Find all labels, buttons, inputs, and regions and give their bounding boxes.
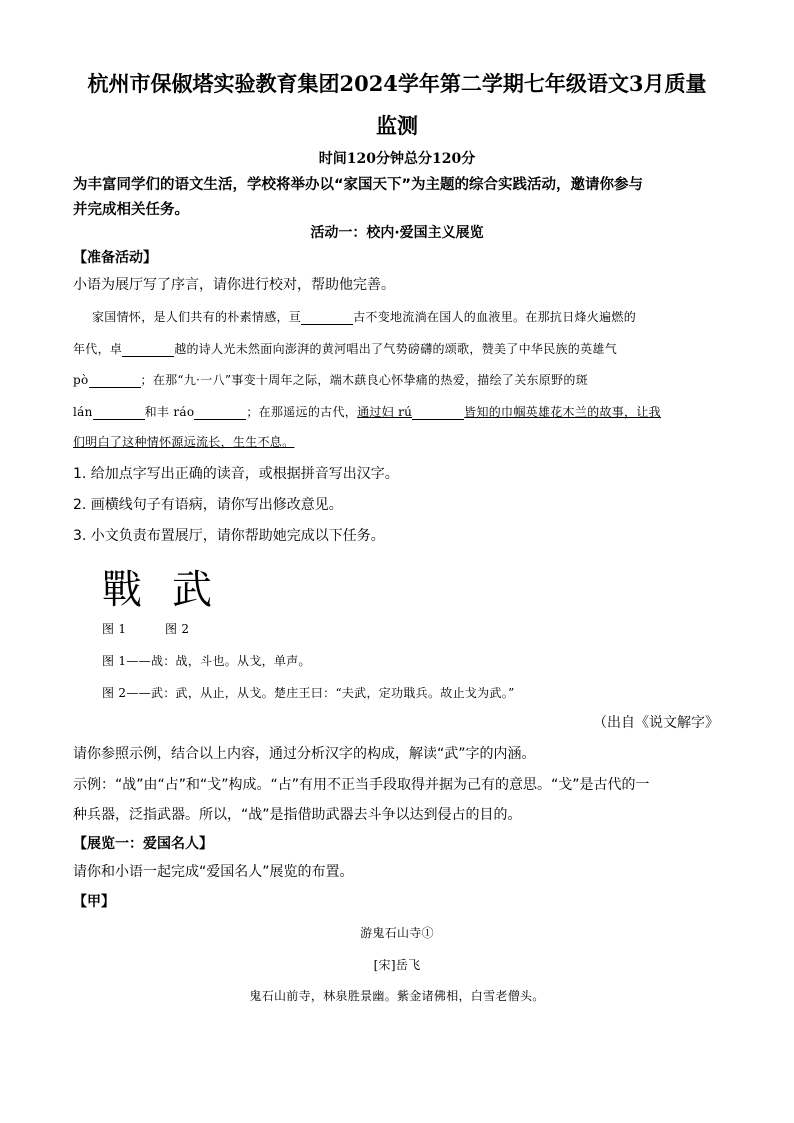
preface-line-3 <box>73 371 588 388</box>
preface-text: 年代，卓 <box>73 342 123 356</box>
preface-text: 古不变地流淌在国人的血液里。在那抗日烽火遍燃的 <box>353 310 637 324</box>
preface-line-1 <box>92 308 636 325</box>
page-title-continued: 监测 <box>376 113 418 138</box>
example-line-1: 示例：“战”由“占”和“戈”构成。“占”有用不正当手段取得并据为己有的意思。“戈”是古代的一 <box>73 777 650 793</box>
preface-text: ；在那“九·一八”事变十周年之际，端木蕻良心怀挚痛的热爱，描绘了关东原野的斑 <box>140 373 589 387</box>
prep-text: 小语为展厅写了序言，请你进行校对，帮助他完善。 <box>73 277 395 293</box>
page-title: 杭州市保俶塔实验教育集团2024学年第二学期七年级语文3月质量 <box>87 71 707 96</box>
exhibit-1-text: 请你和小语一起完成“爱国名人”展览的布置。 <box>73 864 354 880</box>
task-text: 请你参照示例，结合以上内容，通过分析汉字的构成，解读“武”字的内涵。 <box>73 746 536 762</box>
exhibit-1-heading: 【展览一：爱国名人】 <box>73 836 213 852</box>
answer-blank[interactable] <box>89 373 141 388</box>
pinyin-po: pò <box>73 373 89 387</box>
answer-blank[interactable] <box>301 310 353 325</box>
underlined-sentence: 皆知的巾帼英雄花木兰的故事，让我 <box>464 405 661 419</box>
preface-line-4 <box>73 403 661 420</box>
pinyin-rao: 和丰 ráo <box>144 405 195 419</box>
preface-line-2 <box>73 340 617 357</box>
seal-glyph-zhan: 戰 <box>102 567 142 613</box>
question-2: 2. 画横线句子有语病，请你写出修改意见。 <box>73 497 343 513</box>
example-line-2: 种兵器，泛指武器。所以，“战”是指借助武器去斗争以达到侵占的目的。 <box>73 807 522 823</box>
exam-info: 时间120分钟总分120分 <box>318 151 476 167</box>
underlined-sentence: 通过妇 rú <box>357 405 413 419</box>
pinyin-lan: lán <box>73 405 93 419</box>
figure-1-text: 图 1——战：战，斗也。从戈，单声。 <box>102 654 311 668</box>
question-3: 3. 小文负责布置展厅，请你帮助她完成以下任务。 <box>73 528 385 544</box>
question-1: 1. 给加点字写出正确的读音，或根据拼音写出汉字。 <box>73 466 399 482</box>
intro-line-2: 并完成相关任务。 <box>73 202 189 218</box>
answer-blank[interactable] <box>412 405 464 420</box>
poem-title: 游鬼石山寺① <box>360 926 434 940</box>
answer-blank[interactable] <box>93 405 145 420</box>
figure-1-label: 图 1 <box>102 622 127 636</box>
preface-text: ；在那遥远的古代， <box>246 405 358 419</box>
answer-blank[interactable] <box>194 405 246 420</box>
poem-line-1: 鬼石山前寺，林泉胜景幽。紫金诸佛相，白雪老僧头。 <box>249 989 545 1003</box>
seal-glyph-wu: 武 <box>172 567 212 613</box>
preface-line-5 <box>73 433 294 450</box>
underlined-sentence: 们明白了这种情怀源远流长，生生不息。 <box>73 435 295 449</box>
poem-author: [宋]岳飞 <box>373 958 421 972</box>
answer-blank[interactable] <box>122 342 174 357</box>
part-a-label: 【甲】 <box>73 894 115 910</box>
activity-1-title: 活动一：校内·爱国主义展览 <box>310 225 484 241</box>
source-citation: （出自《说文解字》 <box>593 715 719 731</box>
intro-line-1: 为丰富同学们的语文生活，学校将举办以“家国天下”为主题的综合实践活动，邀请你参与 <box>73 177 644 193</box>
figure-2-text: 图 2——武：武，从止，从戈。楚庄王曰：“夫武，定功戢兵。故止戈为武。” <box>102 686 515 700</box>
prep-heading: 【准备活动】 <box>73 250 157 266</box>
preface-text: 越的诗人光未然面向澎湃的黄河唱出了气势磅礴的颂歌，赞美了中华民族的英雄气 <box>174 342 618 356</box>
figure-2-label: 图 2 <box>165 622 190 636</box>
preface-text: 家国情怀，是人们共有的朴素情感，亘 <box>92 310 302 324</box>
